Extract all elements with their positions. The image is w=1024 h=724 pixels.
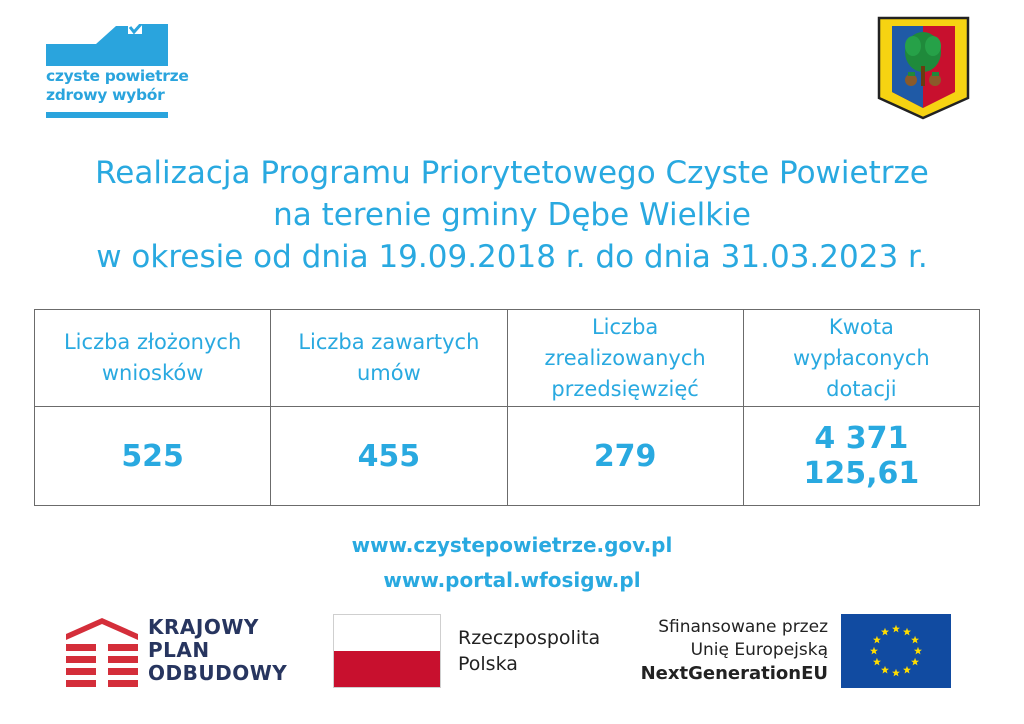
header-text: Kwota	[828, 314, 894, 339]
page-title	[0, 152, 1024, 278]
header-text: wniosków	[101, 361, 204, 385]
link-wfosigw[interactable]: www.portal.wfosigw.pl	[383, 568, 641, 592]
rp-line-2: Polska	[458, 653, 518, 675]
header-text: zrealizowanych	[544, 345, 706, 370]
kpo-emblem-icon	[66, 616, 138, 688]
header-cell	[35, 310, 271, 407]
value-cell: 279	[507, 407, 743, 506]
value-cell: 4 371 125,61	[743, 407, 979, 506]
house-roof-icon	[46, 24, 170, 66]
header-text: dotacji	[826, 376, 897, 401]
kpo-logo	[66, 614, 306, 690]
eu-line-1: Sfinansowane przez	[658, 617, 828, 637]
czyste-powietrze-logo	[46, 24, 189, 124]
eu-line-3: NextGenerationEU	[640, 663, 828, 684]
kpo-line-2: PLAN	[148, 638, 210, 662]
kpo-line-3: ODBUDOWY	[148, 661, 288, 685]
header-cell	[271, 310, 507, 407]
header-text: przedsięwzięć	[551, 376, 699, 401]
header-text: umów	[356, 361, 421, 385]
value-cell: 455	[271, 407, 507, 506]
statistics-table	[34, 309, 980, 506]
value-cell: 525	[35, 407, 271, 506]
rp-line-1: Rzeczpospolita	[458, 627, 601, 649]
table-header-row	[35, 310, 980, 407]
eu-line-2: Unię Europejską	[690, 640, 828, 660]
logo-line-2: zdrowy wybór	[46, 86, 165, 104]
header-text: Liczba zawartych	[298, 330, 480, 354]
eu-flag-icon	[841, 614, 951, 688]
header-text: wypłaconych	[792, 345, 930, 370]
header-text: Liczba złożonych	[63, 330, 242, 354]
title-line-1: Realizacja Programu Priorytetowego Czyste Powietrze	[95, 155, 929, 191]
coat-of-arms-icon	[877, 16, 970, 120]
eu-label	[620, 616, 828, 685]
kpo-line-1: KRAJOWY	[148, 615, 259, 639]
header-text: Liczba	[591, 314, 659, 339]
title-line-2: na terenie gminy Dębe Wielkie	[273, 197, 751, 233]
poland-flag-icon	[333, 614, 441, 688]
header-cell	[507, 310, 743, 407]
rp-label	[458, 625, 600, 677]
header-cell	[743, 310, 979, 407]
logo-line-1: czyste powietrze	[46, 67, 189, 85]
table-row	[35, 407, 980, 506]
link-czystepowietrze[interactable]: www.czystepowietrze.gov.pl	[351, 533, 673, 557]
logo-underline	[46, 112, 168, 118]
title-line-3: w okresie od dnia 19.09.2018 r. do dnia 31.03.2023 r.	[96, 239, 928, 275]
